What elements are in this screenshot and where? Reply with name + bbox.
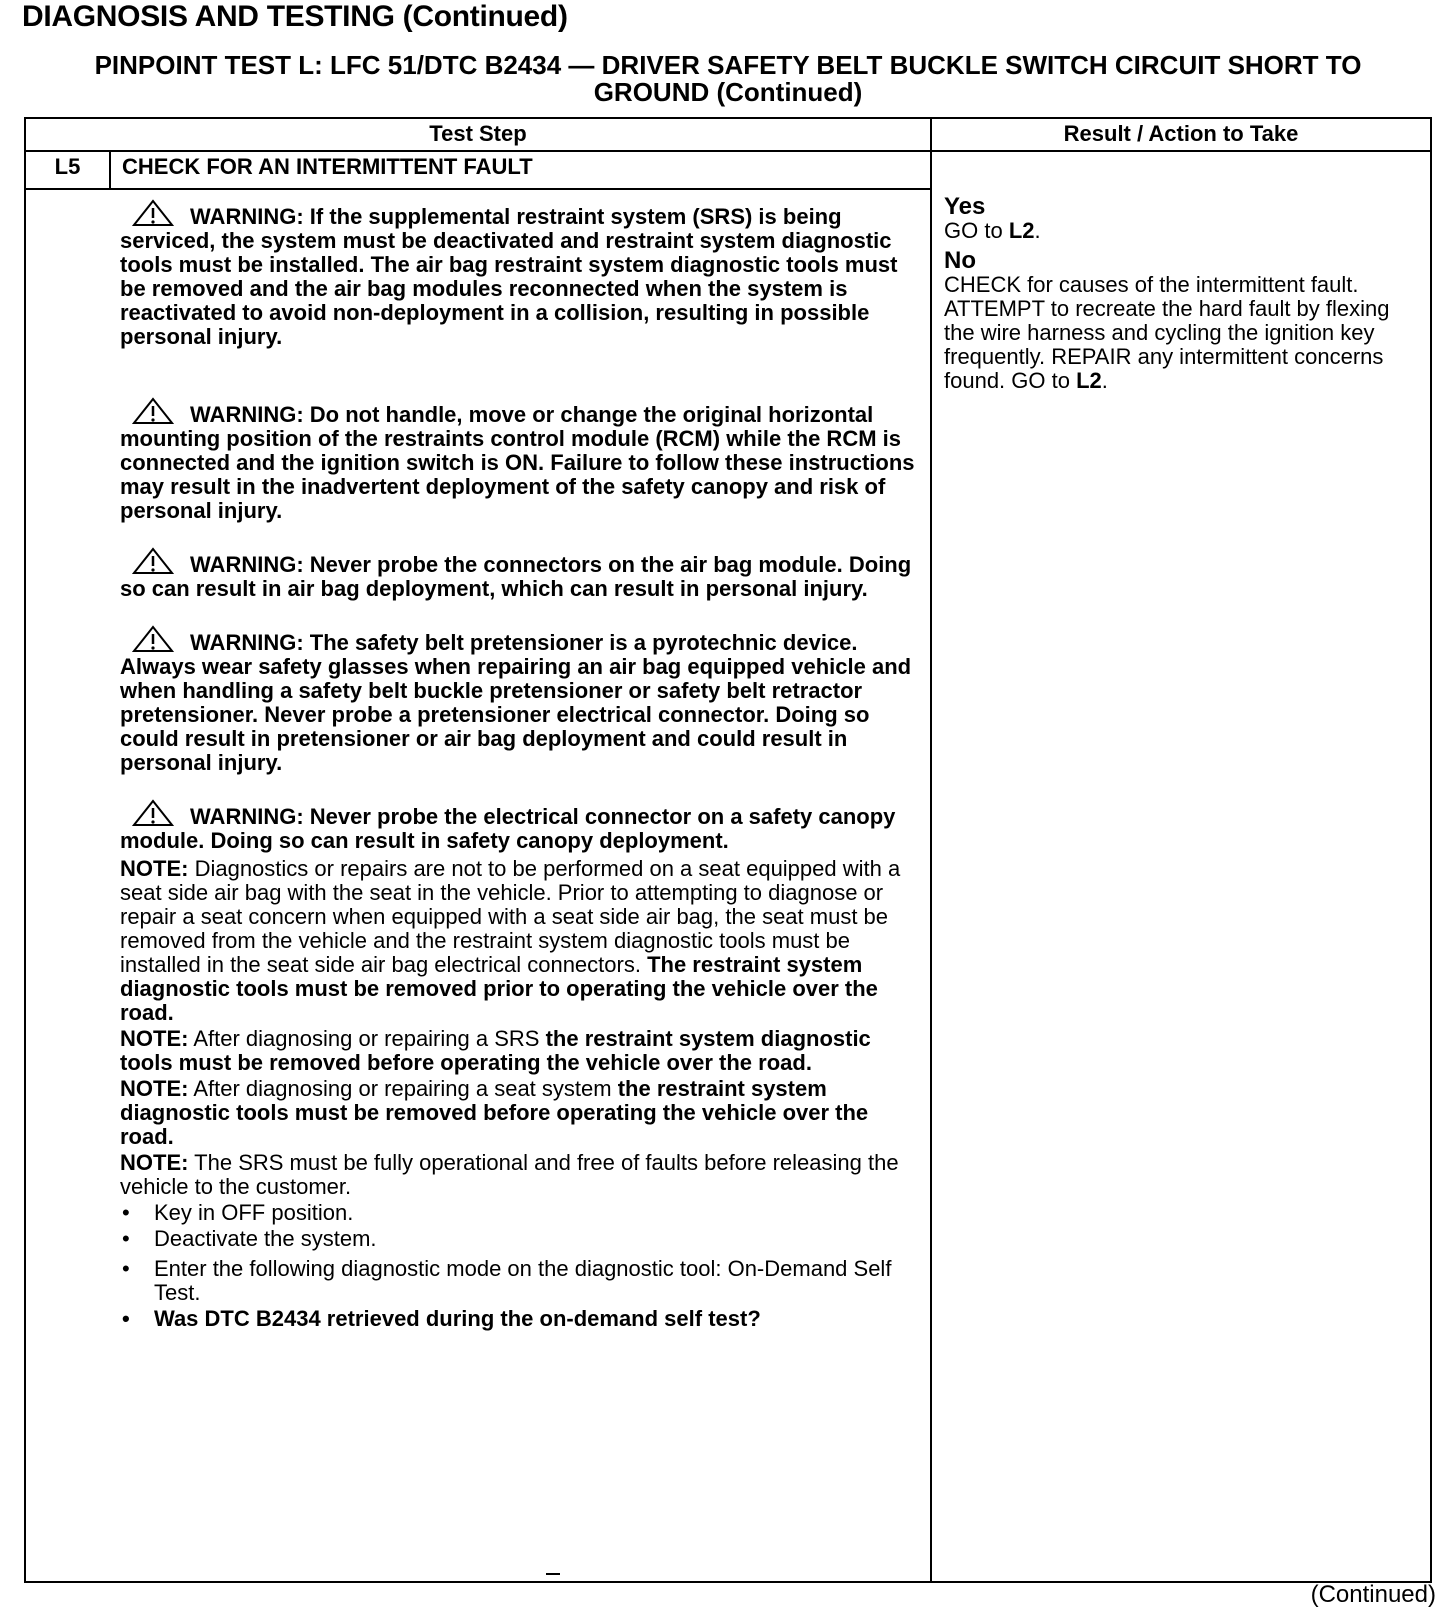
warning-triangle-icon	[132, 547, 174, 575]
note-3	[120, 1077, 920, 1149]
result-yes-text: GO to	[944, 218, 1003, 243]
step-title-divider	[26, 188, 930, 190]
note-3-text: After diagnosing or repairing a seat system	[193, 1076, 612, 1101]
subtitle-line-1: PINPOINT TEST L: LFC 51/DTC B2434 — DRIVER SAFETY BELT BUCKLE SWITCH CIRCUIT SHORT TO	[94, 50, 1362, 80]
result-column	[944, 191, 1424, 393]
warning-4	[120, 625, 920, 775]
note-4-text: The SRS must be fully operational and free of faults before releasing the vehicle to the customer.	[120, 1150, 899, 1199]
warning-1	[120, 199, 920, 349]
warning-triangle-icon	[132, 397, 174, 425]
warning-5	[120, 799, 920, 853]
warning-triangle-icon	[132, 199, 174, 227]
result-yes-target: L2	[1008, 218, 1035, 243]
note-1-bold-text: The restraint system diagnostic tools must be removed prior to operating the vehicle over the road.	[120, 952, 878, 1025]
warning-triangle-icon	[132, 799, 174, 827]
warning-5-text: WARNING: Never probe the electrical connector on a safety canopy module. Doing so can result in safety canopy deployment.	[120, 804, 896, 853]
note-label: NOTE:	[120, 1076, 189, 1101]
result-no-target: L2	[1076, 368, 1102, 393]
test-step-body	[120, 199, 920, 1331]
warning-3	[120, 547, 920, 601]
step-number-divider	[109, 152, 111, 189]
note-1-text: Diagnostics or repairs are not to be performed on a seat equipped with a seat side air bag with the seat in the vehicle. Prior to attempting to diagnose or repair a seat concern when equipped with a seat side air bag, the seat must be removed from the vehicle and the restraint system diagnostic tools must be installed in the seat side air bag electrical connectors.	[120, 856, 901, 977]
note-1	[120, 857, 920, 1025]
warning-4-text: WARNING: The safety belt pretensioner is a pyrotechnic device. Always wear safety glasses when repairing an air bag equipped vehicle and when handling a safety belt buckle pretensioner or safety belt retractor pretensioner. Never probe a pretensioner electrical connector. Doing so could result in pretensioner or air bag deployment and could result in personal injury.	[120, 630, 912, 775]
step-title: CHECK FOR AN INTERMITTENT FAULT	[122, 154, 533, 179]
page-title: DIAGNOSIS AND TESTING (Continued)	[22, 0, 568, 33]
warning-1-text: WARNING: If the supplemental restraint system (SRS) is being serviced, the system must be deactivated and restraint system diagnostic tools must be installed. The air bag restraint system diagnostic tools must be removed and the air bag modules reconnected when the system is reactivated to avoid non-deployment in a collision, resulting in possible personal injury.	[120, 204, 898, 349]
result-yes-action: GO to L2.	[944, 218, 1041, 243]
note-3-bold-text: the restraint system diagnostic tools must be removed before operating the vehicle over the road.	[120, 1076, 869, 1149]
bullet-item: • Key in OFF position.	[120, 1201, 920, 1225]
note-2-bold-text: the restraint system diagnostic tools must be removed before operating the vehicle over the road.	[120, 1026, 871, 1075]
warning-triangle-icon	[132, 625, 174, 653]
continued-label: (Continued)	[1310, 1581, 1436, 1608]
result-no-action: CHECK for causes of the intermittent fault. ATTEMPT to recreate the hard fault by flexing the wire harness and cycling the ignition key frequently. REPAIR any intermittent concerns found. GO to L2.	[944, 272, 1390, 393]
note-label: NOTE:	[120, 1026, 189, 1051]
note-2	[120, 1027, 920, 1075]
bullet-item: • Deactivate the system.	[120, 1227, 920, 1251]
page-mark	[546, 1573, 560, 1575]
result-yes-label: Yes	[944, 193, 986, 220]
pinpoint-test-title	[20, 52, 1436, 106]
note-4	[120, 1151, 920, 1199]
warning-2-text: WARNING: Do not handle, move or change the original horizontal mounting position of the restraints control module (RCM) while the RCM is connected and the ignition switch is ON. Failure to follow these instructions may result in the inadvertent deployment of the safety canopy and risk of personal injury.	[120, 402, 915, 523]
column-header-test-step: Test Step	[429, 121, 527, 146]
note-2-text: After diagnosing or repairing a SRS	[193, 1026, 540, 1051]
column-header-result: Result / Action to Take	[1063, 121, 1299, 146]
note-label: NOTE:	[120, 856, 189, 881]
column-divider	[930, 119, 932, 1581]
step-id: L5	[54, 154, 81, 179]
warning-2	[120, 397, 920, 523]
result-no-text: CHECK for causes of the intermittent fault. ATTEMPT to recreate the hard fault by flexing the wire harness and cycling the ignition key frequently. REPAIR any intermittent concerns found. GO to	[944, 272, 1390, 393]
bullet-item: • Enter the following diagnostic mode on the diagnostic tool: On-Demand Self Test.	[120, 1257, 920, 1305]
warning-3-text: WARNING: Never probe the connectors on the air bag module. Doing so can result in air bag deployment, which can result in personal injury.	[120, 552, 912, 601]
note-label: NOTE:	[120, 1150, 189, 1175]
result-no-label: No	[944, 247, 976, 274]
bullet-question: • Was DTC B2434 retrieved during the on-demand self test?	[120, 1307, 920, 1331]
subtitle-line-2: GROUND (Continued)	[593, 77, 863, 107]
header-divider	[26, 150, 1430, 152]
test-table	[24, 117, 1432, 1583]
